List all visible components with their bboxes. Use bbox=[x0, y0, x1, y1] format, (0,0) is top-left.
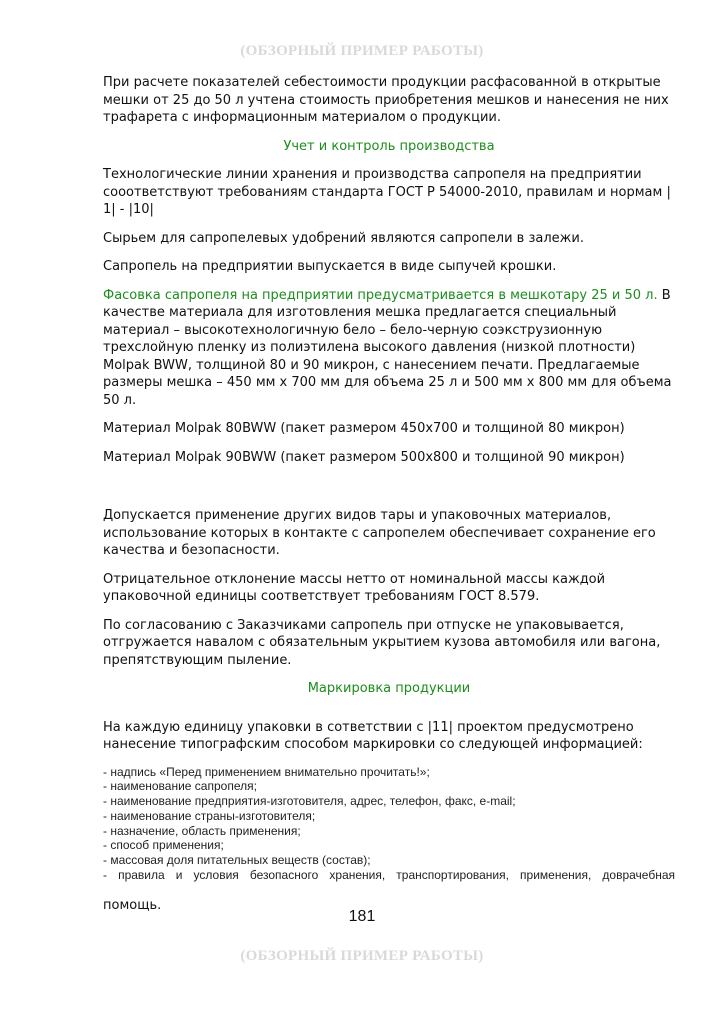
list-item: - назначение, область применения; bbox=[103, 823, 301, 838]
list-item: - наименование предприятия-изготовителя, адрес, телефон, факс, e-mail; bbox=[103, 794, 516, 809]
paragraph-labeling-intro: На каждую единицу упаковки в сответствии с |11| проектом предусмотрено нанесение типографским способом маркировки со следующей информацией: bbox=[103, 719, 643, 752]
watermark-bottom: (ОБЗОРНЫЙ ПРИМЕР РАБОТЫ) bbox=[240, 948, 484, 964]
list-item: - надпись «Перед применением внимательно прочитать!»; bbox=[103, 764, 430, 779]
section-heading-production-control: Учет и контроль производства bbox=[283, 138, 495, 154]
list-item: - наименование сапропеля; bbox=[103, 779, 257, 794]
paragraph-bulk-shipping: По согласованию с Заказчиками сапропель при отпуске не упаковывается, отгружается навалом с обязательным укрытием кузова автомобиля или вагона, препятствующим пыление. bbox=[103, 617, 661, 668]
labeling-list bbox=[103, 765, 675, 883]
paragraph-other-packaging: Допускается применение других видов тары и упаковочных материалов, использование которых в контакте с сапропелем обеспечивает сохранение его качества и безопасности. bbox=[103, 508, 656, 558]
paragraph-packaging bbox=[103, 287, 675, 410]
paragraph-help-tail: помощь. bbox=[103, 897, 162, 913]
watermark-top: (ОБЗОРНЫЙ ПРИМЕР РАБОТЫ) bbox=[240, 43, 484, 59]
paragraph-material-80: Материал Molpak 80BWW (пакет размером 450х700 и толщиной 80 микрон) bbox=[103, 421, 625, 436]
paragraph-tech-lines: Технологические линии хранения и производства сапропеля на предприятии сооответствуют требованиям стандарта ГОСТ Р 54000-2010, правилам и нормам | 1| - |10| bbox=[103, 167, 671, 217]
packaging-highlight: Фасовка сапропеля на предприятии предусматривается в мешкотару 25 и 50 л. bbox=[103, 287, 658, 303]
paragraph-output-form: Сапропель на предприятии выпускается в виде сыпучей крошки. bbox=[103, 259, 557, 274]
document-body bbox=[103, 74, 675, 925]
packaging-details: В качестве материала для изготовления мешка предлагается специальный материал – высокотехнологичную бело – бело-черную соэкструзионную трехслойную пленку из полиэтилена высокого давления (низкой плотности) Molpak BWW, толщиной 80 и 90 микрон, с нанесением печати. Предлагаемые размеры мешка – 450 мм х 700 мм для объема 25 л и 500 мм х 800 мм для объема 50 л. bbox=[103, 287, 672, 408]
paragraph-material-90: Материал Molpak 90BWW (пакет размером 500х800 и толщиной 90 микрон) bbox=[103, 449, 625, 465]
list-item: - способ применения; bbox=[103, 838, 224, 853]
page-number: 181 bbox=[348, 908, 376, 925]
list-item: - массовая доля питательных веществ (состав); bbox=[103, 853, 371, 868]
section-heading-labeling: Маркировка продукции bbox=[307, 681, 471, 696]
list-item: - наименование страны-изготовителя; bbox=[103, 808, 316, 823]
list-item: - правила и условия безопасного хранения, транспортирования, применения, доврачебная bbox=[103, 868, 675, 883]
paragraph-raw-material: Сырьем для сапропелевых удобрений являются сапропели в залежи. bbox=[103, 230, 584, 246]
paragraph-mass-deviation: Отрицательное отклонение массы нетто от номинальной массы каждой упаковочной единицы соответствует требованиям ГОСТ 8.579. bbox=[103, 571, 606, 604]
paragraph-cost: При расчете показателей себестоимости продукции расфасованной в открытые мешки от 25 до 50 л учтена стоимость приобретения мешков и нанесения не них трафарета с информационным материалом о продукции. bbox=[103, 75, 669, 125]
